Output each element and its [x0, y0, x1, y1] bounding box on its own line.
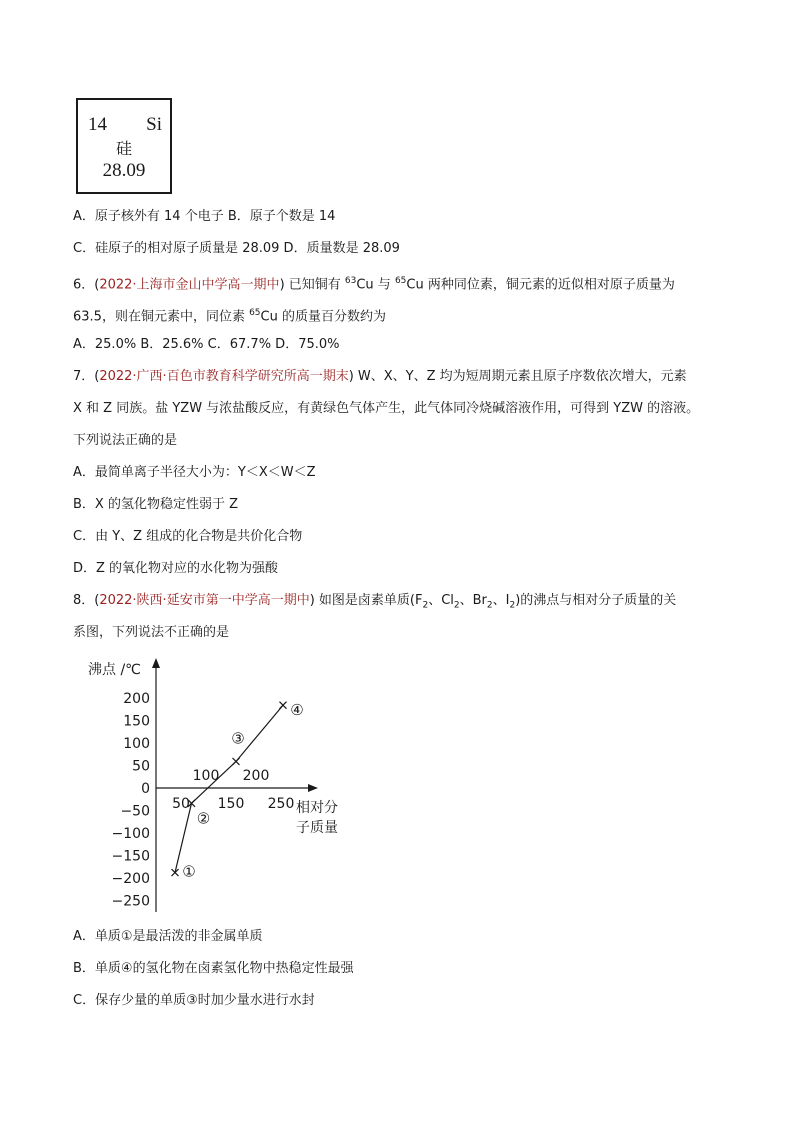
data-point-marker [233, 758, 240, 765]
series-line [175, 705, 283, 872]
q8-option-a: A．单质①是最活泼的非金属单质 [73, 929, 263, 944]
x-tick-label: 200 [242, 768, 270, 784]
q8-cl-sub: 2 [453, 600, 460, 611]
q7-stem-line-1 [73, 368, 687, 386]
q8-source: 2022·陕西·延安市第一中学高一期中 [99, 593, 310, 608]
y-axis-arrow [152, 658, 160, 668]
x-axis-label-line-1: 相对分 [296, 800, 338, 816]
x-tick-label: 50 [172, 796, 190, 812]
data-point-marker [280, 702, 287, 709]
q5-options-line-2: C．硅原子的相对原子质量是 28.09 D．质量数是 28.09 [73, 241, 400, 256]
boiling-point-chart [0, 650, 420, 920]
data-point-label: ③ [231, 729, 245, 748]
q8-option-b: B．单质④的氢化物在卤素氢化物中热稳定性最强 [73, 961, 354, 976]
q6-stem-c: Cu 的质量百分数约为 [260, 309, 386, 325]
q8-stem-line-2: 系图，下列说法不正确的是 [73, 625, 230, 640]
q6-stem-b: 63.5，则在铜元素中，同位素 [73, 309, 250, 325]
q6-iso1-mass: 63 [344, 276, 357, 286]
x-tick-label: 100 [192, 768, 220, 784]
x-tick-label: 250 [267, 796, 295, 812]
q8-stem-a2: 、Cl [428, 593, 454, 608]
x-axis-arrow [308, 784, 318, 792]
q6-stem-line-1 [73, 272, 675, 294]
y-tick-label: 100 [123, 736, 150, 752]
data-point-label: ④ [290, 701, 304, 720]
x-tick-label: 150 [217, 796, 245, 812]
y-tick-label: 150 [123, 713, 150, 730]
element-card-silicon [76, 98, 172, 194]
q8-stem-line-1 [73, 592, 676, 615]
q8-stem-a4: 、I [492, 593, 510, 608]
q7-option-a: A．最简单离子半径大小为：Y＜X＜W＜Z [73, 465, 316, 480]
q5-options-line-1: A．原子核外有 14 个电子 B．原子个数是 14 [73, 209, 336, 224]
y-axis-label: 沸点 /℃ [88, 662, 141, 678]
q6-options: A．25.0% B．25.6% C．67.7% D．75.0% [73, 337, 340, 352]
y-tick-label: −150 [111, 848, 150, 865]
q6-source: 2022·上海市金山中学高一期中 [99, 277, 280, 293]
q8-stem-a3: 、Br [459, 593, 487, 608]
q6-number: 6．( [73, 277, 100, 293]
q8-stem-a1: ) 如图是卤素单质(F [309, 593, 423, 608]
y-tick-label: −100 [111, 826, 150, 842]
data-point-label: ② [196, 809, 211, 828]
q7-option-d: D．Z 的氧化物对应的水化物为强酸 [73, 561, 279, 576]
q8-stem-a5: )的沸点与相对分子质量的关 [515, 593, 677, 608]
q7-option-c: C．由 Y、Z 组成的化合物是共价化合物 [73, 529, 303, 544]
element-symbol: Si [146, 114, 162, 135]
y-tick-label: 200 [123, 691, 150, 707]
q8-number: 8．( [73, 593, 100, 608]
q8-i-sub: 2 [509, 600, 516, 611]
atomic-number: 14 [88, 114, 107, 135]
y-tick-label: −50 [120, 803, 150, 820]
q8-br-sub: 2 [486, 600, 493, 611]
y-tick-label: 50 [132, 758, 150, 775]
q7-option-b: B．X 的氢化物稳定性弱于 Z [73, 497, 238, 512]
q7-stem-line-2: X 和 Z 同族。盐 YZW 与浓盐酸反应，有黄绿色气体产生，此气体同冷烧碱溶液作用，可得到 YZW 的溶液。 [73, 401, 700, 416]
q7-stem-line-3: 下列说法正确的是 [73, 433, 178, 448]
data-point-label: ① [182, 862, 196, 881]
q6-iso2-mass: 65 [394, 276, 407, 286]
element-name: 硅 [115, 139, 132, 158]
q6-stem-line-2 [73, 304, 386, 326]
q7-number: 7．( [73, 369, 100, 384]
q8-f-sub: 2 [422, 600, 429, 611]
x-axis-label-line-2: 子质量 [296, 820, 338, 836]
atomic-mass: 28.09 [102, 160, 146, 181]
q6-iso1-symbol: Cu 与 [356, 277, 395, 293]
y-tick-label: −200 [111, 871, 150, 887]
q6-iso2-symbol: Cu 两种同位素，铜元素的近似相对原子质量为 [406, 277, 675, 293]
y-tick-label: 0 [141, 781, 150, 797]
q6-iso3-mass: 65 [249, 308, 261, 318]
q7-source: 2022·广西·百色市教育科学研究所高一期末 [99, 369, 349, 384]
y-tick-label: −250 [111, 893, 150, 910]
q8-option-c: C．保存少量的单质③时加少量水进行水封 [73, 993, 315, 1008]
q6-stem-a: ) 已知铜有 [279, 277, 345, 293]
q7-stem-a: ) W、X、Y、Z 均为短周期元素且原子序数依次增大，元素 [348, 369, 687, 384]
